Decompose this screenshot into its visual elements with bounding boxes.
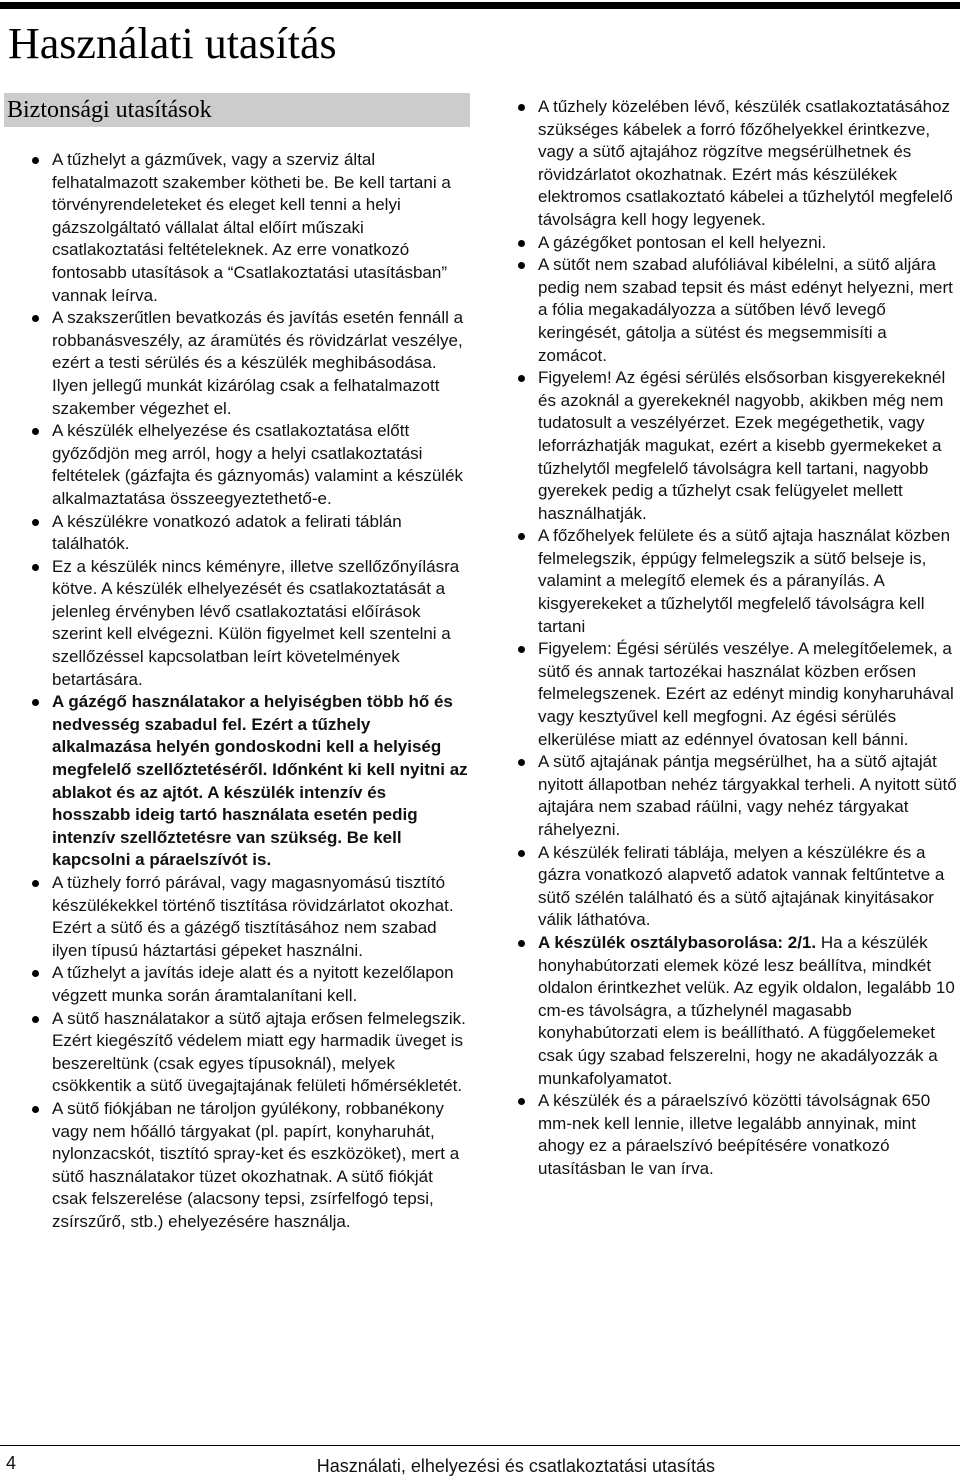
bullet-item (515, 525, 959, 638)
page-title: Használati utasítás (8, 19, 337, 68)
bullet-item (29, 556, 469, 692)
bullet-text: A gázégő használatakor a helyiségben több hő és nedvesség szabadul fel. Ezért a tűzhely alkalmazása helyén gondoskodni kell a helyiség megfelelő szellőztetéséről. Időnként ki kell nyitni az ablakot és az ajtót. A készülék intenzív és hosszabb ideig tartó használata esetén pedig intenzív szellőztetésre van szükség. Be kell kapcsolni a páraelszívót is. (52, 692, 468, 870)
bullet-text: A tűzhelyt a gázművek, vagy a szerviz által felhatalmazott szakember kötheti be. (52, 150, 376, 192)
right-column-list (515, 96, 959, 1181)
bullet-text: A gázégőket pontosan el kell helyezni. (538, 232, 827, 252)
bullet-text: A készülék felirati táblája, melyen a készülékre és a gázra vonatkozó alapvető adatok vannak feltűntetve a sütő szélén található és a sütő ajtajának kinyitásakor válik láthatóva. (538, 842, 945, 930)
bullet-item (29, 511, 469, 556)
bullet-text: A készülék osztálybasorolása: 2/1. (538, 932, 817, 952)
bullet-item (29, 872, 469, 962)
bullet-item (515, 638, 959, 751)
bullet-text: Be kell tartani a törvényrendeleteket és eleget kell tenni a helyi gázszolgáltató vállalat által előírt műszaki csatlakoztatási feltételeknek. Az erre vonatkozó fontosabb utasítások a “Csatlakoztatási utasításban” vannak leírva. (52, 172, 451, 305)
bullet-text: A sütő használatakor a sütő ajtaja erősen felmelegszik. Ezért kiegészítő védelem miatt egy harmadik üveget is beszereltünk (csak egyes típusoknál), melyek csökkentik a sütő üvegajtajának felületi hőmérsékletét. (52, 1008, 466, 1096)
bullet-text: A készülék és a páraelszívó közötti távolságnak 650 mm-nek kell lennie, illetve legalább annyinak, mint ahogy ez a páraelszívó beépítésére vonatkozó utasításban le van írva. (538, 1091, 931, 1178)
bullet-item (29, 962, 469, 1007)
bullet-item (515, 1090, 959, 1180)
bullet-item (29, 149, 469, 307)
top-rule (0, 2, 960, 9)
bullet-item (515, 842, 959, 932)
bullet-item (29, 420, 469, 510)
section-title: Biztonsági utasítások (7, 97, 212, 123)
bullet-text: A sütőt nem szabad alufóliával kibélelni, a sütő aljára pedig nem szabad tepsit és mást edényt helyezni, mert a fólia megakadályozza a sütőben lévő levegő keringését, gátolja a sütést és megsemmisíti a zomácot. (538, 255, 953, 365)
bullet-text: Ez a készülék nincs kéményre, illetve szellőzőnyílásra kötve. A készülék elhelyezését és csatlakoztatását a jelenleg érvényben lévő csatlakoztatási előírások szerint kell elvégezni. Külön figyelmet kell szentelni a szellőzéssel kapcsolatban leírt követelmények betartására. (52, 556, 460, 689)
bullet-text: A főzőhelyek felülete és a sütő ajtaja használat közben felmelegszik, éppúgy felmelegszik a sütő belseje is, valamint a melegítő elemek és a páranyílás. A kisgyerekeket a tűzhelytől megfelelő távolságra kell tartani (538, 526, 951, 636)
bullet-text: A készülékre vonatkozó adatok a felirati táblán találhatók. (52, 511, 402, 554)
bullet-item (29, 1098, 469, 1234)
bullet-item (515, 751, 959, 841)
bullet-item (29, 1008, 469, 1098)
bullet-text: Figyelem! Az égési sérülés elsősorban kisgyerekeknél és azoknál a gyerekeknél nagyobb, akikben még nem tudatosult a veszélyérzet. Ezek megégethetik, vagy leforrázhatják magukat, ezért a kisebb gyermekeket a tűzhelytől megfelelő távolságra kell tartani, nagyobb gyerekek pedig a tűzhelyt csak felügyelet mellett használhatják. (538, 368, 946, 523)
bullet-text: A tüzhely forró párával, vagy magasnyomású tisztító készülékekkel történő tisztítása rövidzárlatot okozhat. Ezért a sütő és a gázégő tisztításához nem szabad ilyen típusú háztartási gépeket használni. (52, 873, 454, 960)
bullet-text: Figyelem: Égési sérülés veszélye. A melegítőelemek, a sütő és annak tartozékai használat közben erősen felmelegszenek. Ezért az edényt mindig konyharuhával vagy kesztyűvel kell megfogni. Az égési sérülés elkerülése miatt az edénnyel óvatosan kell bánni. (538, 639, 954, 749)
bullet-text: Ha a készülék honyhabútorzati elemek közé lesz beállítva, mindkét oldalon érintkezhet velük. Az egyik oldalon, legalább 10 cm-es távolságra, a tűzhelynél magasabb konyhabútorzati elem is beállítható. A függőelemeket csak úgy szabad felszerelni, hogy ne akadályozzák a munkafolyamatot. (538, 932, 955, 1088)
bullet-item (29, 307, 469, 420)
bullet-text: A sütő ajtajának pántja megsérülhet, ha a sütő ajtaját nyitott állapotban nehéz tárgyakkal terheli. A nyitott sütő ajtajára nem szabad ráülni, vagy nehéz tárgyakat ráhelyezni. (538, 752, 957, 839)
bullet-text: A készülék elhelyezése és csatlakoztatása előtt győződjön meg arról, hogy a helyi csatlakoztatási feltételek (gázfajta és gáznyomás) valamint a készülék alkalmaztatása összeegyeztethető-e. (52, 421, 464, 508)
left-column-list (29, 149, 469, 1234)
page-number: 4 (6, 1453, 17, 1473)
bullet-text: A sütő fiókjában ne tároljon gyúlékony, robbanékony vagy nem hőálló tárgyakat (pl. papírt, konyharuhát, nylonzacskót, tisztító spray-ket és eszközöket), mert a sütő használatakor tüzet okozhatnak. A sütő fiókját csak felszerelése (alacsony tepsi, zsírfelfogó tepsi, zsírszűrő, stb.) ehelyezésére használja. (52, 1098, 460, 1231)
bullet-item (29, 691, 469, 872)
bullet-text: A szakszerűtlen bevatkozás és javítás esetén fennáll a robbanásveszély, az áramütés és rövidzárlat veszélye, ezért a testi sérülés és a készülék meghibásodása. Ilyen jellegű munkát kizárólag csak a felhatalmazott szakember végezhet el. (52, 308, 464, 418)
bullet-text: A tűzhely közelében lévő, készülék csatlakoztatásához szükséges kábelek a forró főzőhelyekkel érintkezve, vagy a sütő ajtajához rögzítve megsérülhetnek és rövidzárlatot okozhatnak. Ezért más készülékek elektromos csatlakoztató kábelei a tűzhelytól megfelelő távolságra kell hogy legyenek. (538, 97, 953, 229)
footer-rule (0, 1445, 960, 1446)
bullet-item (515, 96, 959, 232)
bullet-item (515, 232, 959, 255)
footer-text: Használati, elhelyezési és csatlakoztatási utasítás (316, 1456, 715, 1476)
bullet-text: A tűzhelyt a javítás ideje alatt és a nyitott kezelőlapon végzett munka során áramtalanítani kell. (52, 963, 454, 1005)
bullet-item (515, 932, 959, 1090)
bullet-item (515, 367, 959, 525)
bullet-item (515, 254, 959, 367)
